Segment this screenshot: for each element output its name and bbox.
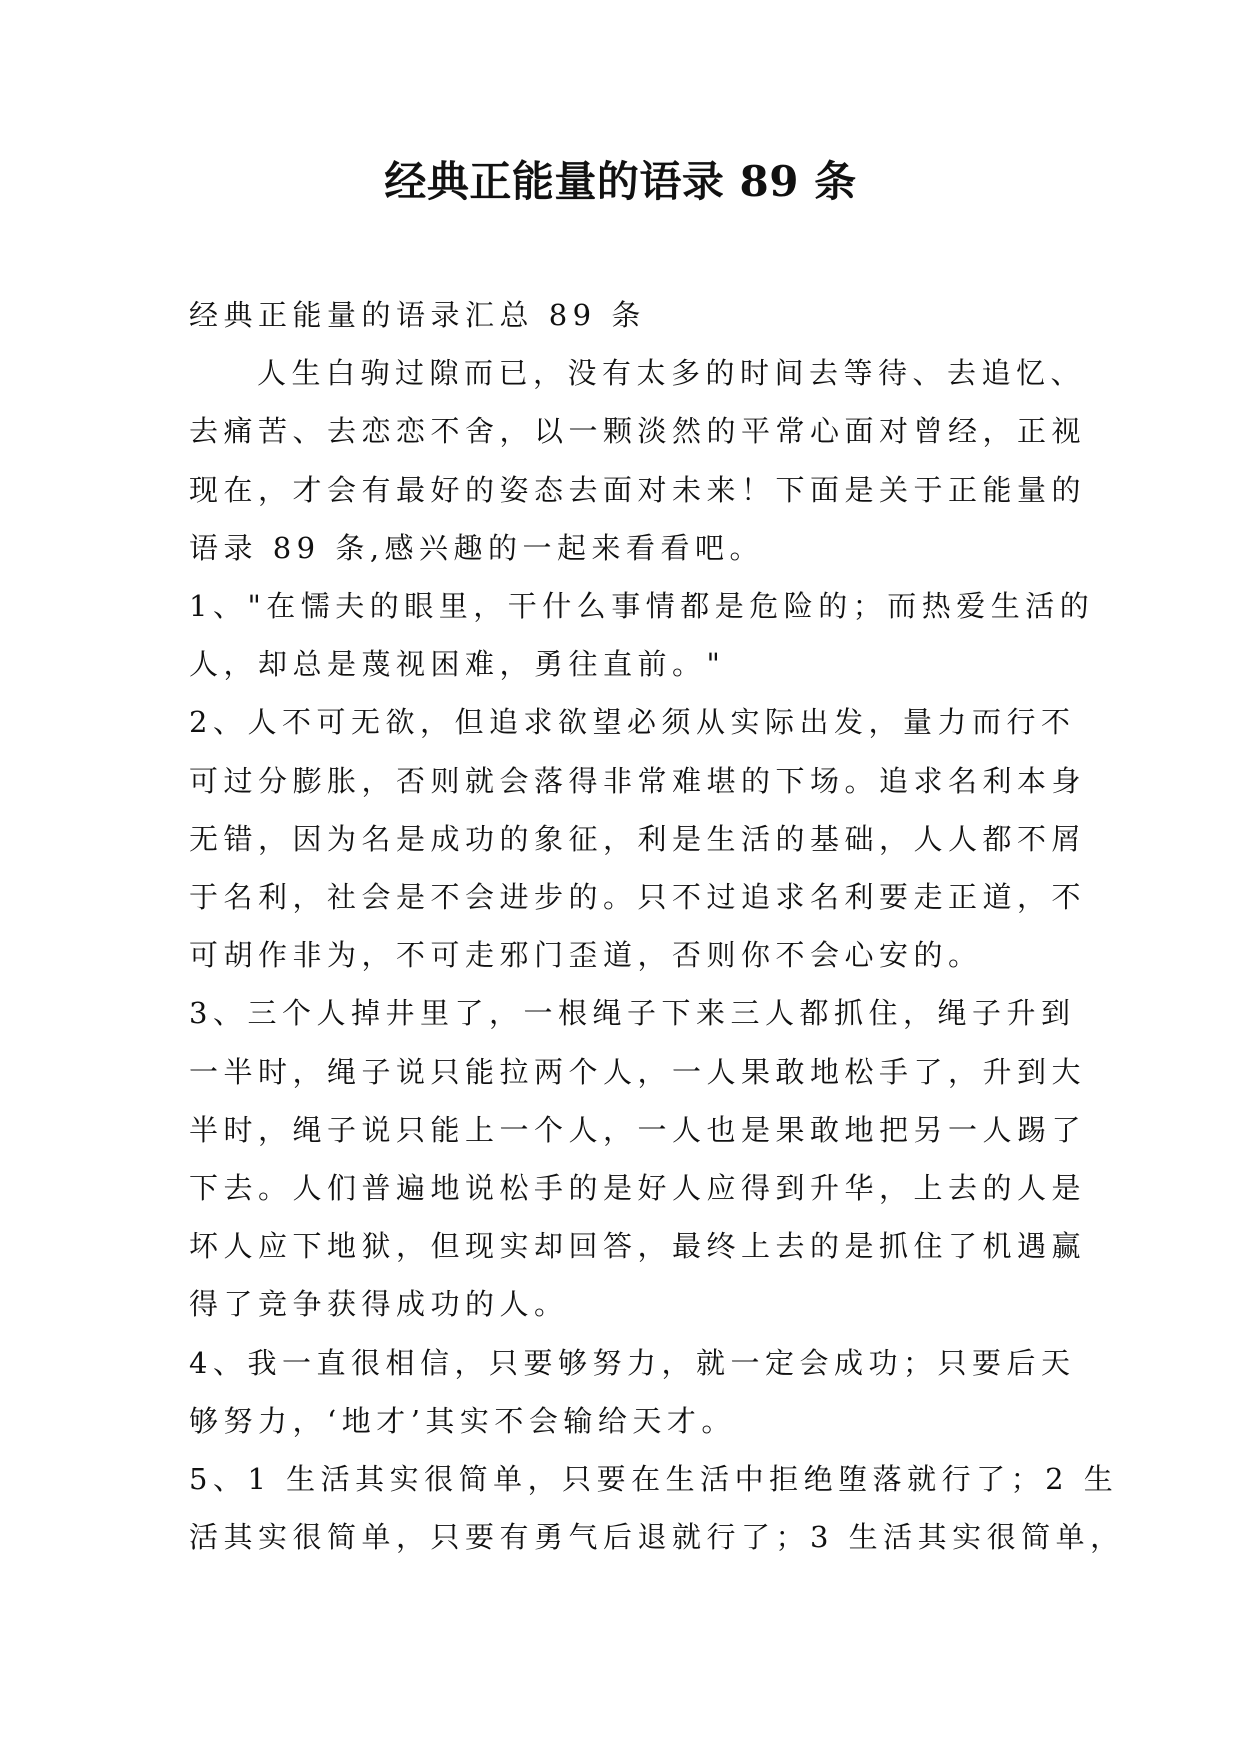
quote-3-line: 下去。人们普遍地说松手的是好人应得到升华，上去的人是 xyxy=(189,1171,1087,1206)
intro-line: 语录 89 条,感兴趣的一起来看看吧。 xyxy=(189,530,765,565)
quote-3-line: 3、三个人掉井里了，一根绳子下来三人都抓住，绳子升到 xyxy=(189,996,1076,1031)
intro-line: 人生白驹过隙而已，没有太多的时间去等待、去追忆、 xyxy=(257,356,1086,391)
intro-line: 去痛苦、去恋恋不舍，以一颗淡然的平常心面对曾经，正视 xyxy=(189,414,1087,449)
quote-3-line: 一半时，绳子说只能拉两个人，一人果敢地松手了，升到大 xyxy=(189,1054,1087,1089)
quote-5-line: 活其实很简单，只要有勇气后退就行了；3 生活其实很简单， xyxy=(189,1520,1125,1555)
document-body xyxy=(189,286,1125,1566)
quote-4-line: 4、我一直很相信，只要够努力，就一定会成功；只要后天 xyxy=(189,1345,1076,1380)
quote-3-line: 半时，绳子说只能上一个人，一人也是果敢地把另一人踢了 xyxy=(189,1112,1087,1147)
intro-line: 现在，才会有最好的姿态去面对未来！下面是关于正能量的 xyxy=(189,472,1087,507)
quote-2-line: 可胡作非为，不可走邪门歪道，否则你不会心安的。 xyxy=(189,938,983,973)
quote-2-line: 于名利，社会是不会进步的。只不过追求名利要走正道，不 xyxy=(189,880,1087,915)
document-title: 经典正能量的语录 89 条 xyxy=(384,157,857,206)
quote-1-line: 人，却总是蔑视困难，勇往直前。" xyxy=(189,647,726,682)
quote-2-line: 无错，因为名是成功的象征，利是生活的基础，人人都不屑 xyxy=(189,821,1087,856)
subtitle-line: 经典正能量的语录汇总 89 条 xyxy=(189,298,646,332)
quote-3-line: 坏人应下地狱，但现实却回答，最终上去的是抓住了机遇赢 xyxy=(189,1229,1087,1264)
quote-4-line: 够努力，‘地才’其实不会输给天才。 xyxy=(189,1403,736,1438)
quote-2-line: 可过分膨胀，否则就会落得非常难堪的下场。追求名利本身 xyxy=(189,763,1087,798)
quote-1-line: 1、"在懦夫的眼里，干什么事情都是危险的；而热爱生活的 xyxy=(189,589,1095,624)
quote-2-line: 2、人不可无欲，但追求欲望必须从实际出发，量力而行不 xyxy=(189,705,1076,740)
quote-5-line: 5、1 生活其实很简单，只要在生活中拒绝堕落就行了；2 生 xyxy=(189,1462,1119,1497)
quote-3-line: 得了竞争获得成功的人。 xyxy=(189,1287,569,1322)
